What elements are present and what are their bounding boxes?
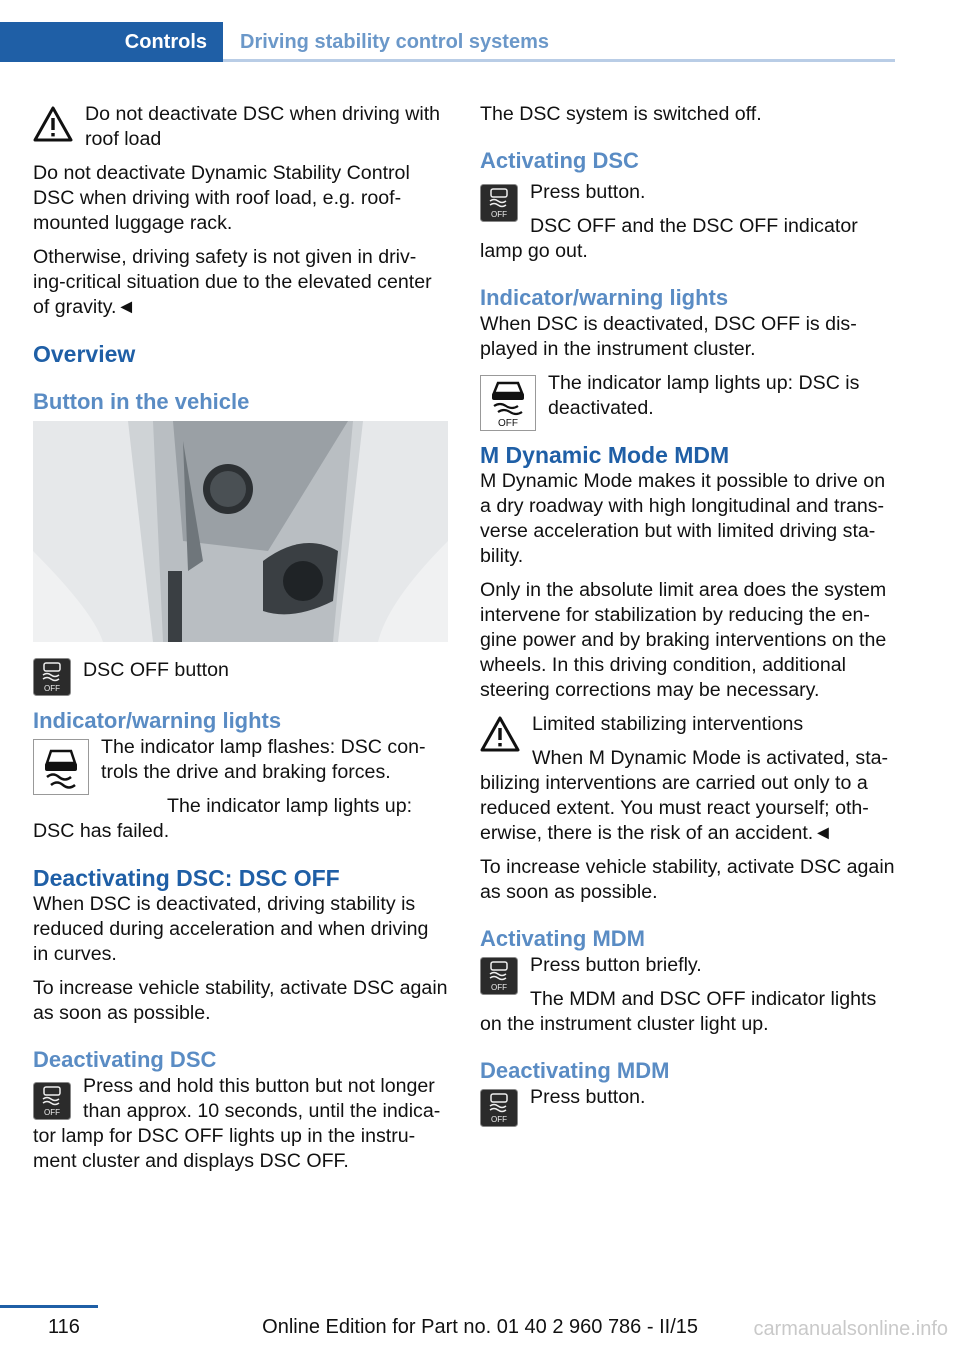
- heading-activating-mdm: Activating MDM: [480, 926, 645, 951]
- header-rule: [223, 59, 895, 62]
- warning-title: Do not deactivate DSC when driving with roof load: [85, 103, 441, 150]
- indicator-block: [480, 371, 895, 429]
- activating-block: [480, 180, 895, 264]
- icon-off-label: OFF: [44, 684, 60, 693]
- paragraph: The MDM and DSC OFF indicator lights on the instrument cluster light up.: [480, 988, 877, 1035]
- icon-off-label: OFF: [491, 210, 507, 219]
- dsc-off-button-icon: [480, 957, 518, 995]
- activating-mdm-block: [480, 953, 895, 1037]
- paragraph: The indicator lamp flashes: DSC con-trols the drive and braking forces.: [101, 736, 426, 783]
- paragraph: The DSC system is switched off.: [480, 103, 762, 125]
- heading-deactivating-dsc-off: Deactivating DSC: DSC OFF: [33, 865, 340, 891]
- right-column: [480, 102, 895, 1129]
- warning-title: Limited stabilizing interventions: [532, 713, 804, 735]
- dsc-off-indicator-icon: [480, 375, 536, 431]
- dsc-off-button-icon: [480, 1089, 518, 1127]
- paragraph: When M Dynamic Mode is activated, sta-bilizing interventions are carried out only to a reduced extent. You must react yourself; oth-erwise, there is the risk of an accident.◄: [480, 747, 889, 844]
- heading-overview: Overview: [33, 341, 136, 367]
- dsc-indicator-icon: [33, 739, 89, 795]
- icon-off-label: OFF: [498, 418, 518, 429]
- heading-deactivating-dsc: Deactivating DSC: [33, 1047, 217, 1072]
- image-caption: DSC OFF button: [83, 659, 229, 681]
- paragraph: Do not deactivate Dynamic Stability Control DSC when driving with roof load, e.g. roof-mounted luggage rack.: [33, 162, 410, 234]
- heading-button-in-vehicle: Button in the vehicle: [33, 389, 250, 414]
- warning-roof-load: [33, 102, 448, 320]
- icon-off-label: OFF: [44, 1108, 60, 1117]
- heading-deactivating-mdm: Deactivating MDM: [480, 1058, 670, 1083]
- warning-triangle-icon: [33, 106, 73, 142]
- paragraph: Press button briefly.: [530, 954, 702, 976]
- paragraph: The indicator lamp lights up: DSC is deactivated.: [548, 372, 860, 419]
- deactivating-mdm-block: [480, 1085, 895, 1124]
- paragraph: To increase vehicle stability, activate DSC again as soon as possible.: [33, 977, 448, 1024]
- heading-activating-dsc: Activating DSC: [480, 148, 639, 173]
- edition-line: Online Edition for Part no. 01 40 2 960 786 - II/15: [262, 1316, 698, 1338]
- indicator-block: [33, 735, 448, 844]
- icon-off-label: OFF: [491, 1115, 507, 1124]
- paragraph: DSC OFF and the DSC OFF indicator lamp go out.: [480, 215, 858, 262]
- heading-m-dynamic-mode: M Dynamic Mode MDM: [480, 442, 730, 468]
- left-column: [33, 102, 448, 1183]
- warning-triangle-icon: [480, 716, 520, 752]
- footer-rule: [0, 1305, 98, 1308]
- dsc-off-button-icon: [33, 658, 71, 696]
- paragraph: Press button.: [530, 181, 646, 203]
- paragraph: The indicator lamp lights up: DSC has failed.: [33, 795, 413, 842]
- center-console-photo: [33, 421, 448, 642]
- dsc-off-button-caption: [33, 654, 448, 693]
- chapter-tab: Controls: [0, 22, 223, 62]
- paragraph: To increase vehicle stability, activate DSC again as soon as possible.: [480, 856, 895, 903]
- heading-indicator-lights: Indicator/warning lights: [480, 285, 729, 310]
- page-number: 116: [48, 1316, 80, 1338]
- warning-limited-interventions: [480, 712, 895, 846]
- watermark: carmanualsonline.info: [753, 1318, 948, 1340]
- paragraph: Press button.: [530, 1086, 646, 1108]
- dsc-off-button-icon: [33, 1082, 71, 1120]
- running-header: [0, 22, 895, 62]
- paragraph: Otherwise, driving safety is not given in driv-ing-critical situation due to the elevated center of gravity.◄: [33, 246, 432, 318]
- paragraph: M Dynamic Mode makes it possible to drive on a dry roadway with high longitudinal and trans-verse acceleration but with limited driving sta-bility.: [480, 470, 886, 567]
- deactivating-block: [33, 1074, 448, 1174]
- paragraph: When DSC is deactivated, DSC OFF is dis-played in the instrument cluster.: [480, 313, 857, 360]
- paragraph: Press and hold this button but not longer than approx. 10 seconds, until the indica-tor lamp for DSC OFF lights up in the instru-ment cluster and displays DSC OFF.: [33, 1075, 441, 1172]
- section-title: Driving stability control systems: [240, 30, 549, 53]
- paragraph: Only in the absolute limit area does the system intervene for stabilization by reducing the en-gine power and by braking interventions on the wheels. In this driving condition, additional steering corrections may be necessary.: [480, 579, 887, 701]
- heading-indicator-lights: Indicator/warning lights: [33, 708, 282, 733]
- dsc-off-button-icon: [480, 184, 518, 222]
- icon-off-label: OFF: [491, 983, 507, 992]
- paragraph: When DSC is deactivated, driving stability is reduced during acceleration and when driving in curves.: [33, 893, 429, 965]
